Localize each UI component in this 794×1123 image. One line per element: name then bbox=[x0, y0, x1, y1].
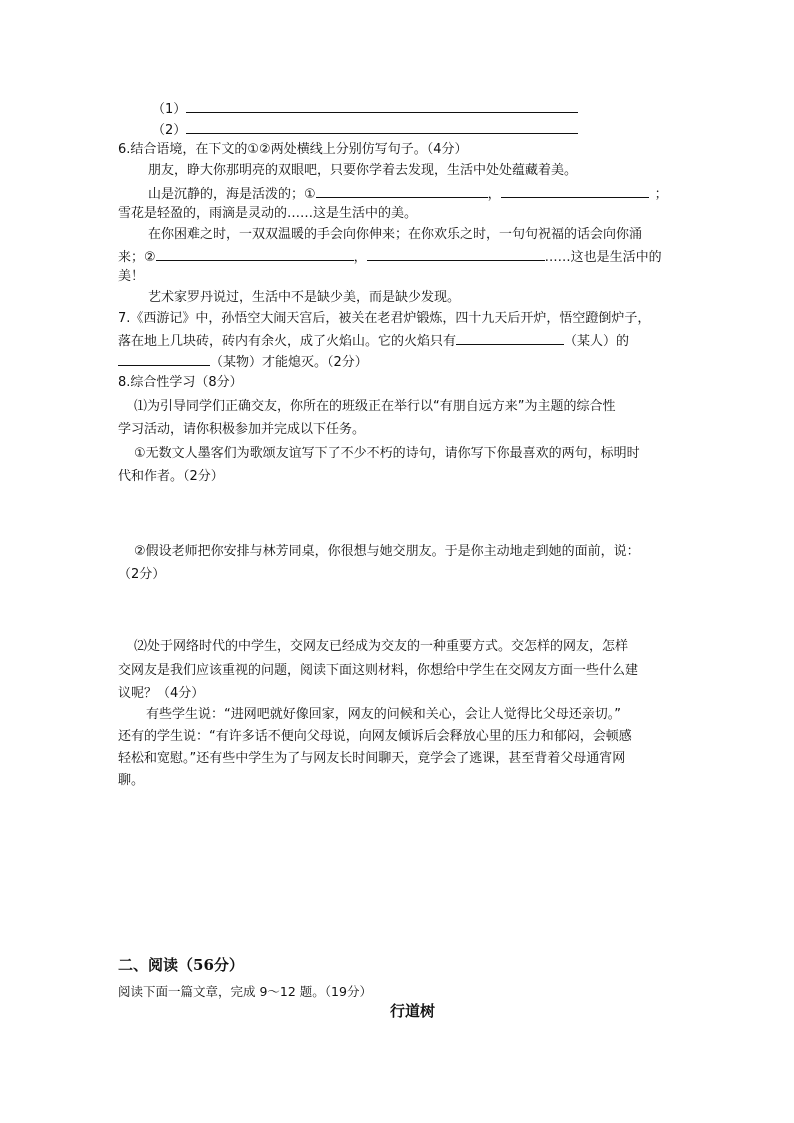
q6-paragraph-3-end: 美！ bbox=[118, 269, 145, 284]
q6-p2-text-a: 山是沉静的，海是活泼的；① bbox=[148, 187, 316, 202]
section-2-heading: 二、阅读（56分） bbox=[118, 956, 244, 974]
q6-p2-comma: ， bbox=[487, 187, 501, 202]
q8-sub2-line-2: 交网友是我们应该重视的问题，阅读下面这则材料，你想给中学生在交网友方面一些什么建 bbox=[118, 663, 639, 678]
q7-line-2 bbox=[118, 330, 629, 352]
q6-p3-comma: ， bbox=[353, 250, 367, 265]
q8-stem: 8.综合性学习（8分） bbox=[118, 375, 243, 390]
q6-paragraph-3-cont bbox=[118, 246, 662, 268]
q5-answer-line-2 bbox=[152, 119, 578, 141]
q7-object-label: （某物）才能熄灭。（2分） bbox=[210, 355, 368, 370]
q8-material-line-2: 还有的学生说：“有许多话不便向父母说，向网友倾诉后会释放心里的压力和郁闷，会顿感 bbox=[118, 729, 632, 744]
q6-p2-semicolon: ； bbox=[654, 187, 668, 202]
q8-sub1-line-1: ⑴为引导同学们正确交友，你所在的班级正在举行以“有朋自远方来”为主题的综合性 bbox=[134, 399, 616, 414]
q6-paragraph-1: 朋友，睁大你那明亮的双眼吧，只要你学着去发现，生活中处处蕴藏着美。 bbox=[148, 163, 578, 178]
q6-paragraph-3: 在你困难之时，一双双温暖的手会向你伸来；在你欢乐之时，一句句祝福的话会向你涌 bbox=[148, 227, 643, 242]
q7-line-2-text: 落在地上几块砖，砖内有余火，成了火焰山。它的火焰只有 bbox=[118, 334, 457, 349]
q5-blank-1[interactable] bbox=[186, 98, 578, 113]
q6-paragraph-4: 艺术家罗丹说过，生活中不是缺少美，而是缺少发现。 bbox=[148, 290, 461, 305]
q6-paragraph-2 bbox=[148, 183, 668, 205]
q8-sub2-line-1: ⑵处于网络时代的中学生，交网友已经成为交友的一种重要方式。交怎样的网友，怎样 bbox=[134, 639, 629, 654]
q8-sub2-line-3: 议呢？（4分） bbox=[118, 686, 205, 701]
q5-item1-label: （1） bbox=[152, 102, 187, 117]
q8-task2-line-2: （2分） bbox=[118, 567, 166, 582]
q6-p3-text-b: 来；② bbox=[118, 250, 156, 265]
q8-material-line-4: 聊。 bbox=[118, 773, 145, 788]
q5-answer-line-1 bbox=[152, 98, 578, 120]
q8-task1-line-2: 代和作者。（2分） bbox=[118, 469, 224, 484]
q7-person-label: （某人）的 bbox=[564, 334, 630, 349]
q8-sub1-line-2: 学习活动，请你积极参加并完成以下任务。 bbox=[118, 422, 366, 437]
q6-blank-2b[interactable] bbox=[367, 246, 545, 261]
q5-item2-label: （2） bbox=[152, 123, 187, 138]
q8-material-line-3: 轻松和宽慰。”还有些中学生为了与网友长时间聊天，竟学会了逃课，甚至背着父母通宵网 bbox=[118, 751, 626, 766]
q6-blank-1b[interactable] bbox=[501, 183, 649, 198]
q6-stem: 6.结合语境，在下文的①②两处横线上分别仿写句子。（4分） bbox=[118, 142, 468, 157]
q8-task1-line-1: ①无数文人墨客们为歌颂友谊写下了不少不朽的诗句，请你写下你最喜欢的两句，标明时 bbox=[134, 446, 640, 461]
q7-blank-object[interactable] bbox=[118, 351, 210, 366]
q6-paragraph-2-cont: 雪花是轻盈的，雨滴是灵动的……这是生活中的美。 bbox=[118, 206, 418, 221]
q6-blank-1a[interactable] bbox=[316, 183, 488, 198]
q7-line-3 bbox=[118, 351, 368, 373]
q5-blank-2[interactable] bbox=[186, 119, 578, 134]
q7-line-1: 7.《西游记》中，孙悟空大闹天宫后，被关在老君炉锻炼，四十九天后开炉，悟空蹬倒炉子， bbox=[118, 311, 651, 326]
q7-blank-person[interactable] bbox=[456, 330, 564, 345]
q8-task2-line-1: ②假设老师把你安排与林芳同桌，你很想与她交朋友。于是你主动地走到她的面前，说： bbox=[134, 544, 640, 559]
q6-blank-2a[interactable] bbox=[156, 246, 354, 261]
q8-material-line-1: 有些学生说：“进网吧就好像回家，网友的问候和关心，会让人觉得比父母还亲切。” bbox=[146, 707, 621, 722]
article-title: 行道树 bbox=[390, 1002, 436, 1020]
q6-p3-text-d: ……这也是生活中的 bbox=[544, 250, 662, 265]
section-2-instruction: 阅读下面一篇文章，完成 9～12 题。（19分） bbox=[118, 984, 372, 999]
